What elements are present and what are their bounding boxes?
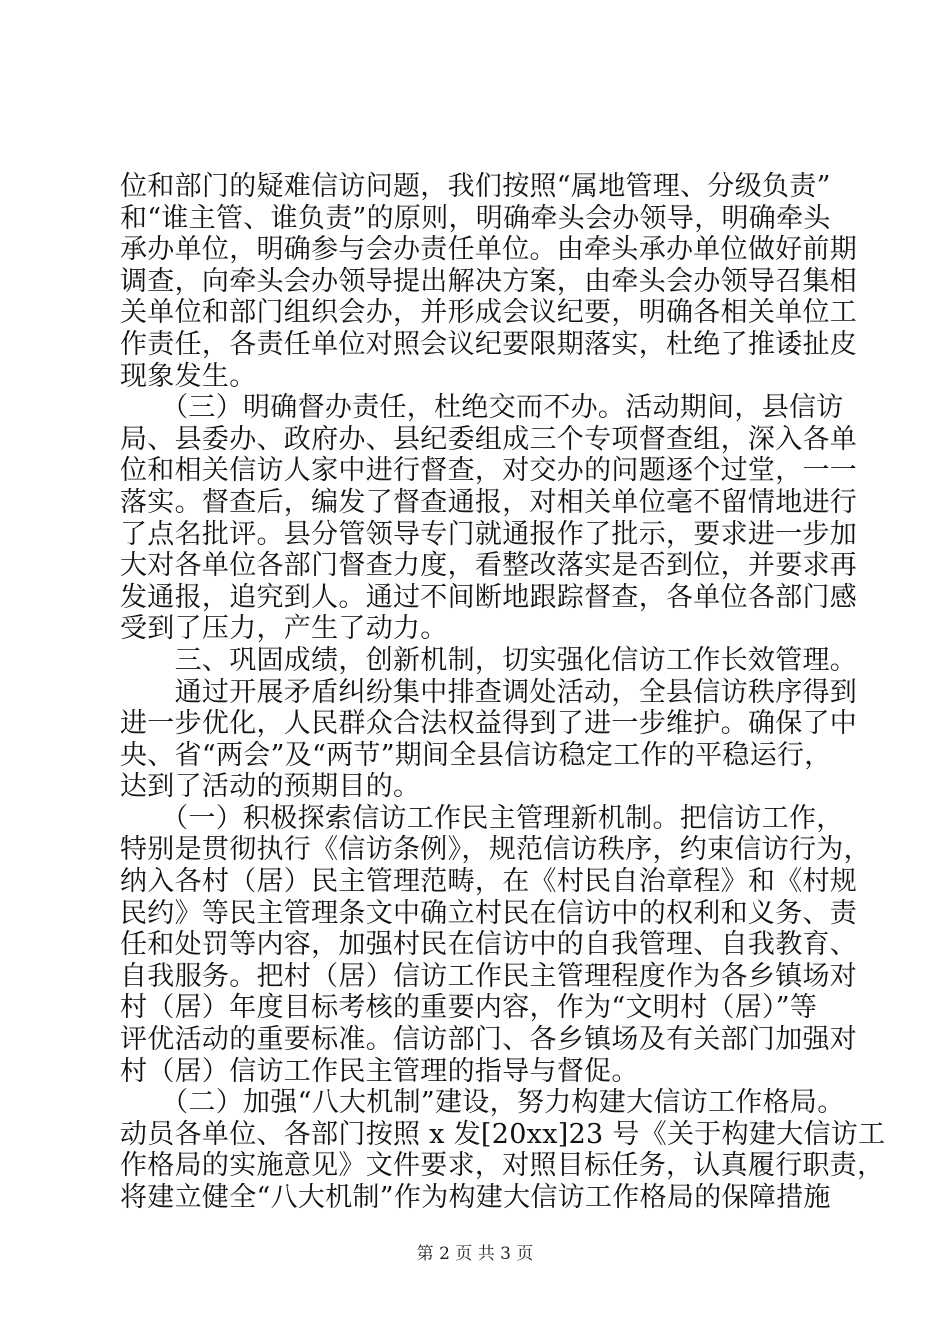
section-heading: 三、巩固成绩，创新机制，切实强化信访工作长效管理。 <box>120 645 858 676</box>
body-text-line: 承办单位，明确参与会办责任单位。由牵头承办单位做好前期 <box>120 234 858 265</box>
body-text-line: （三）明确督办责任，杜绝交而不办。活动期间，县信访 <box>120 392 844 423</box>
body-text-line: 达到了活动的预期目的。 <box>120 771 421 802</box>
body-text-line: 纳入各村（居）民主管理范畴，在《村民自治章程》和《村规 <box>120 866 858 897</box>
body-text-line: 作责任，各责任单位对照会议纪要限期落实，杜绝了推诿扯皮 <box>120 329 858 360</box>
body-text-line: （一）积极探索信访工作民主管理新机制。把信访工作， <box>120 803 844 834</box>
body-text-line: 发通报，追究到人。通过不间断地跟踪督查，各单位各部门感 <box>120 582 858 613</box>
page-footer: 第 2 页 共 3 页 <box>416 1244 534 1264</box>
body-text-line: 和“谁主管、谁负责”的原则，明确牵头会办领导，明确牵头 <box>120 203 831 234</box>
body-text-line: 了点名批评。县分管领导专门就通报作了批示，要求进一步加 <box>120 519 858 550</box>
body-text-line: 关单位和部门组织会办，并形成会议纪要，明确各相关单位工 <box>120 297 858 328</box>
body-text-line: 调查，向牵头会办领导提出解决方案，由牵头会办领导召集相 <box>120 266 858 297</box>
body-text-line: 落实。督查后，编发了督查通报，对相关单位毫不留情地进行 <box>120 487 858 518</box>
body-text-line: 将建立健全“八大机制”作为构建大信访工作格局的保障措施 <box>120 1182 831 1213</box>
body-text-line: 位和相关信访人家中进行督查，对交办的问题逐个过堂，一一 <box>120 455 858 486</box>
body-text-line: 通过开展矛盾纠纷集中排查调处活动，全县信访秩序得到 <box>120 677 858 708</box>
body-text-line: 评优活动的重要标准。信访部门、各乡镇场及有关部门加强对 <box>120 1024 858 1055</box>
body-text-line: 自我服务。把村（居）信访工作民主管理程度作为各乡镇场对 <box>120 961 858 992</box>
body-text-line: 位和部门的疑难信访问题，我们按照“属地管理、分级负责” <box>120 171 831 202</box>
body-text-line: 现象发生。 <box>120 361 257 392</box>
body-text-line: 进一步优化，人民群众合法权益得到了进一步维护。确保了中 <box>120 708 858 739</box>
body-text-line: 局、县委办、政府办、县纪委组成三个专项督查组，深入各单 <box>120 424 858 455</box>
body-text-line: 民约》等民主管理条文中确立村民在信访中的权利和义务、责 <box>120 898 858 929</box>
body-text-line: 大对各单位各部门督查力度，看整改落实是否到位，并要求再 <box>120 550 858 581</box>
body-text-line: （二）加强“八大机制”建设，努力构建大信访工作格局。 <box>120 1087 845 1118</box>
body-text-line: 村（居）年度目标考核的重要内容，作为“文明村（居）”等 <box>120 992 818 1023</box>
body-text-line: 受到了压力，产生了动力。 <box>120 613 448 644</box>
body-text-line: 特别是贯彻执行《信访条例》，规范信访秩序，约束信访行为， <box>120 834 871 865</box>
body-text-line: 央、省“两会”及“两节”期间全县信访稳定工作的平稳运行， <box>120 740 832 771</box>
body-text-line: 任和处罚等内容，加强村民在信访中的自我管理、自我教育、 <box>120 929 858 960</box>
body-text-line: 动员各单位、各部门按照 x 发[20xx]23 号《关于构建大信访工 <box>120 1119 886 1150</box>
body-text-line: 作格局的实施意见》文件要求，对照目标任务，认真履行职责， <box>120 1150 885 1181</box>
body-text-line: 村（居）信访工作民主管理的指导与督促。 <box>120 1056 639 1087</box>
